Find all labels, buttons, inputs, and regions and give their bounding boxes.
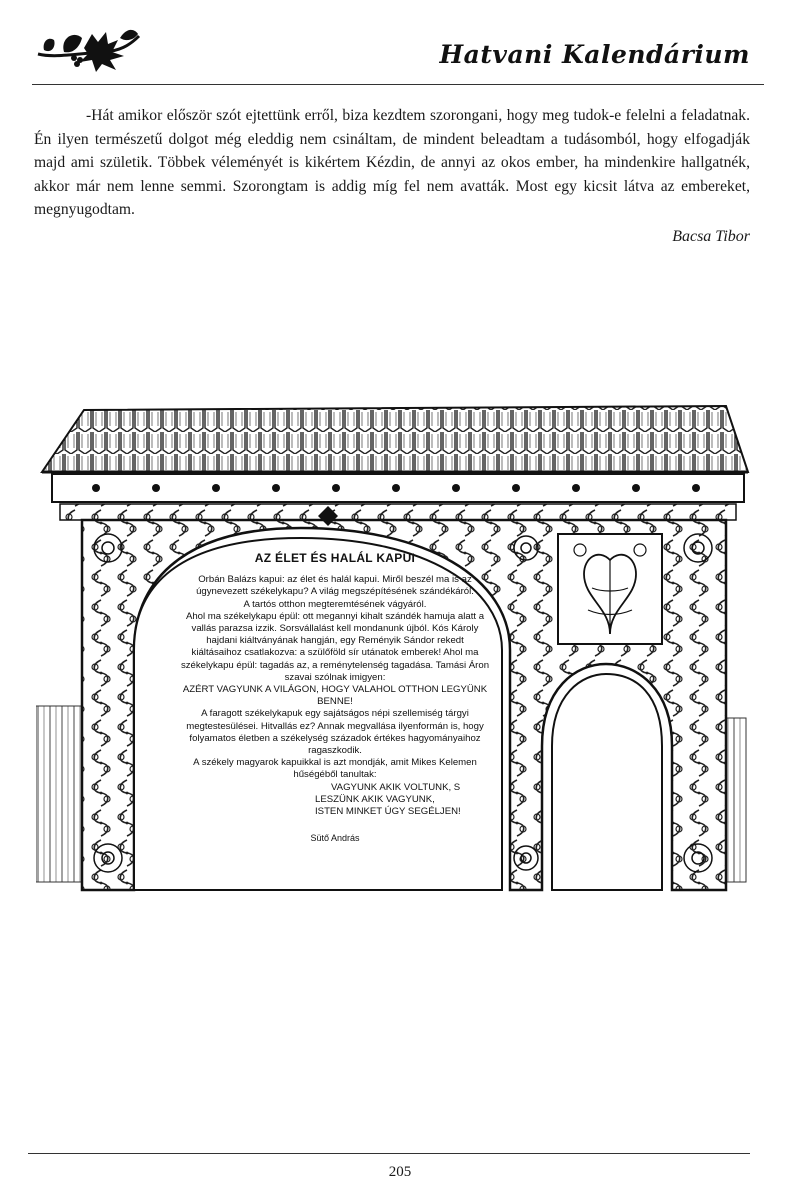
poem-line: folyamatos életben a székelység századok értékes hagyományaihoz bbox=[189, 732, 481, 744]
poem-line: hajdani kiáltványának hangján, egy Reményik Sándor rekedt bbox=[206, 635, 464, 647]
article-author: Bacsa Tibor bbox=[672, 228, 750, 245]
poem-title: AZ ÉLET ÉS HALÁL KAPUI bbox=[254, 551, 416, 565]
page-number: 205 bbox=[388, 1164, 412, 1180]
footer-divider bbox=[28, 1153, 750, 1154]
poem-line: vallás parazsa izzik. Sorsvállalást kell mondanunk újból. Kós Károly bbox=[191, 623, 479, 635]
poem-closing-line: LESZÜNK AKIK VAGYUNK, bbox=[315, 793, 435, 805]
poem-closing-line: ISTEN MINKET ÚGY SEGÉLJEN! bbox=[315, 806, 461, 818]
poem-line: A faragott székelykapuk egy sajátságos népi szellemiség tárgyi bbox=[201, 708, 469, 720]
poem-line: ragaszkodik. bbox=[308, 745, 362, 757]
poem-line: Orbán Balázs kapui: az élet és halál kapui. Miről beszél ma is az bbox=[198, 574, 472, 586]
header-divider bbox=[32, 84, 764, 85]
holly-branch-icon bbox=[34, 24, 144, 74]
poem-line: kiáltásaihoz csatlakozva: a szülőföld sír utánatok emberek! Ahol ma bbox=[191, 647, 479, 659]
article-paragraph: -Hát amikor először szót ejtettünk erről, biza kezdtem szorongani, hogy meg tudok-e felelni a feladatnak. Én ilyen természetű dolgot még eleddig nem csináltam, de mindent beleadtam a tudásomból, hogy elfogadják majd ami születik. Többek véleményét is kikértem Kézdin, de annyi az okos ember, ha mindenkire hallgatnék, akkor már nem lenne semmi. Szorongtam is addig míg fel nem avatták. Most egy kicsit látva az embereket, megnyugodtam. bbox=[34, 107, 750, 219]
poem-line: Ahol ma székelykapu épül: ott megannyi kihalt szándék hamuja alatt a bbox=[185, 610, 485, 622]
poem-line: A székely magyarok kapuikkal is azt mondják, amit Mikes Kelemen bbox=[193, 757, 477, 769]
poem-line: hűségéből tanultak: bbox=[293, 769, 377, 781]
poem-line: megtestesülései. Hitvallás ez? Annak megvallása ilyenformán is, hogy bbox=[186, 720, 484, 732]
poem-signature: Sütő András bbox=[310, 833, 360, 844]
poem-line: BENNE! bbox=[317, 696, 353, 708]
poem-closing-line: VAGYUNK AKIK VOLTUNK, S bbox=[331, 781, 461, 793]
poem-line: székelykapu épül: tagadás az, a reménytelenség tagadása. Tamási Áron bbox=[180, 659, 490, 671]
poem-line: AZÉRT VAGYUNK A VILÁGON, HOGY VALAHOL OTTHON LEGYÜNK bbox=[182, 684, 488, 696]
poem-line: úgynevezett székelykapu? A világ megszépítésének szándékáról. bbox=[196, 586, 474, 598]
publication-title: Hatvani Kalendárium bbox=[439, 40, 750, 69]
poem-block bbox=[155, 552, 515, 844]
poem-line: A tartós otthon megteremtésének vágyáról. bbox=[243, 598, 427, 610]
poem-line: szavai szólnak imigyen: bbox=[284, 671, 386, 683]
